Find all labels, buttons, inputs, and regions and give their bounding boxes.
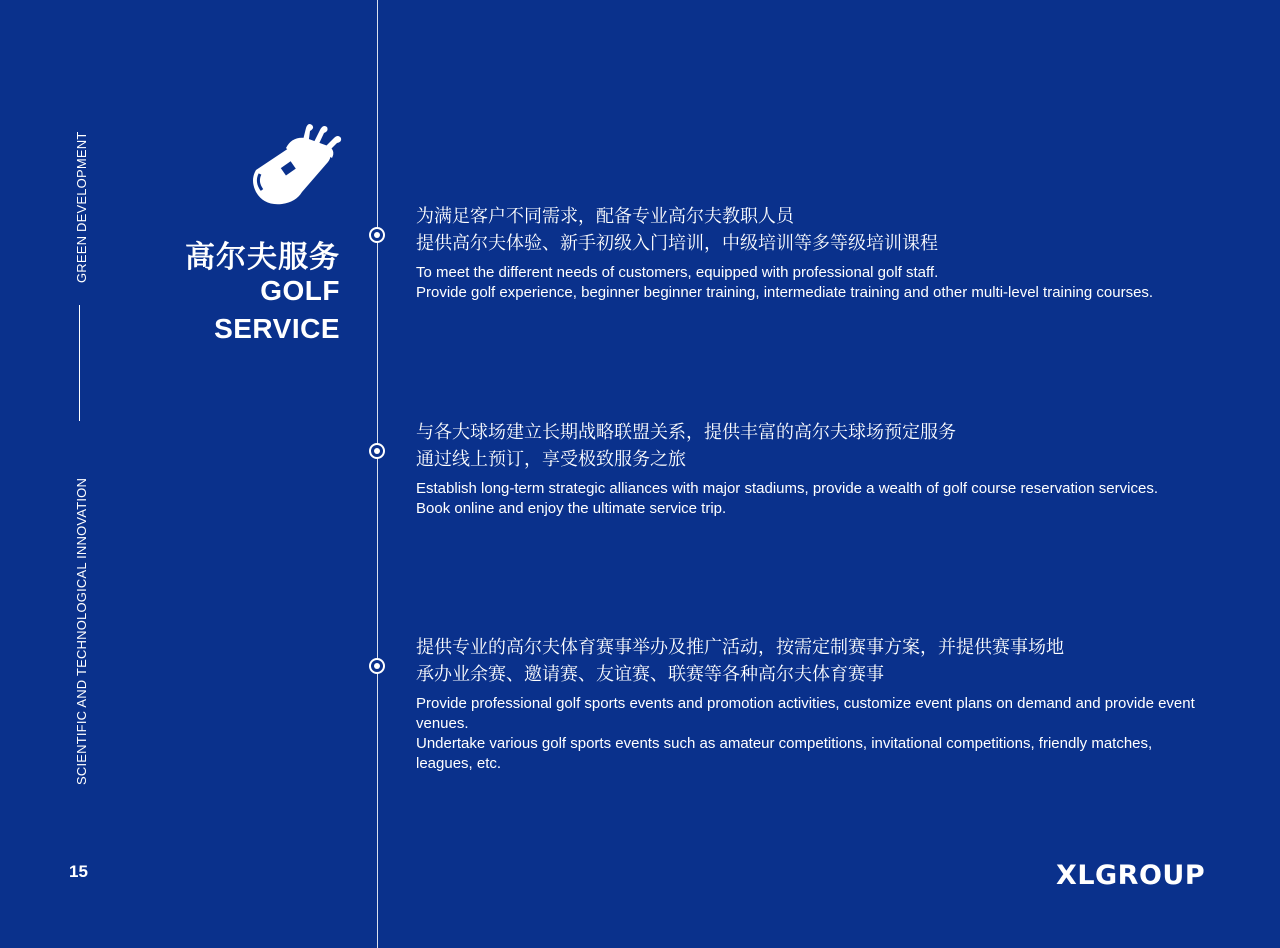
item-en-line: To meet the different needs of customers, equipped with professional golf staff. [416, 264, 939, 281]
item-en-text [416, 263, 1206, 303]
item-cn-line: 提供高尔夫体验、新手初级入门培训，中级培训等多等级培训课程 [416, 233, 938, 254]
item-en-text [416, 694, 1206, 774]
item-en-text [416, 479, 1206, 519]
vertical-label-scientific-innovation: SCIENTIFIC AND TECHNOLOGICAL INNOVATION [74, 477, 89, 785]
item-en-line: Undertake various golf sports events such as amateur competitions, invitational competitions, friendly matches, leagues, etc. [416, 735, 1153, 772]
xlgroup-logo: XLGROUP [1056, 860, 1206, 891]
item-cn-line: 为满足客户不同需求，配备专业高尔夫教职人员 [416, 206, 794, 227]
timeline-line [377, 0, 378, 948]
item-cn-line: 与各大球场建立长期战略联盟关系，提供丰富的高尔夫球场预定服务 [416, 422, 956, 443]
golf-bag-icon [246, 122, 344, 208]
page-number: 15 [69, 862, 88, 881]
section-title-en [140, 272, 340, 348]
item-en-line: Establish long-term strategic alliances with major stadiums, provide a wealth of golf course reservation services. [416, 480, 1158, 497]
timeline-dot-2 [369, 443, 385, 459]
timeline-dot-3 [369, 658, 385, 674]
section-title-cn: 高尔夫服务 [185, 240, 340, 275]
service-item-3 [416, 634, 1206, 774]
item-en-line: Provide golf experience, beginner beginner training, intermediate training and other multi-level training courses. [416, 284, 1154, 301]
item-cn-line: 提供专业的高尔夫体育赛事举办及推广活动，按需定制赛事方案，并提供赛事场地 [416, 637, 1064, 658]
vertical-label-green-development: GREEN DEVELOPMENT [74, 131, 89, 283]
timeline-dot-1 [369, 227, 385, 243]
title-en-line1: GOLF [260, 275, 340, 306]
item-en-line: Book online and enjoy the ultimate service trip. [416, 500, 727, 517]
item-en-line: Provide professional golf sports events and promotion activities, customize event plans on demand and provide event venues. [416, 695, 1195, 732]
sidebar-divider [79, 305, 80, 421]
service-item-1 [416, 203, 1206, 303]
service-item-2 [416, 419, 1206, 519]
item-cn-line: 承办业余赛、邀请赛、友谊赛、联赛等各种高尔夫体育赛事 [416, 664, 884, 685]
item-cn-line: 通过线上预订，享受极致服务之旅 [416, 449, 686, 470]
title-en-line2: SERVICE [214, 313, 340, 344]
